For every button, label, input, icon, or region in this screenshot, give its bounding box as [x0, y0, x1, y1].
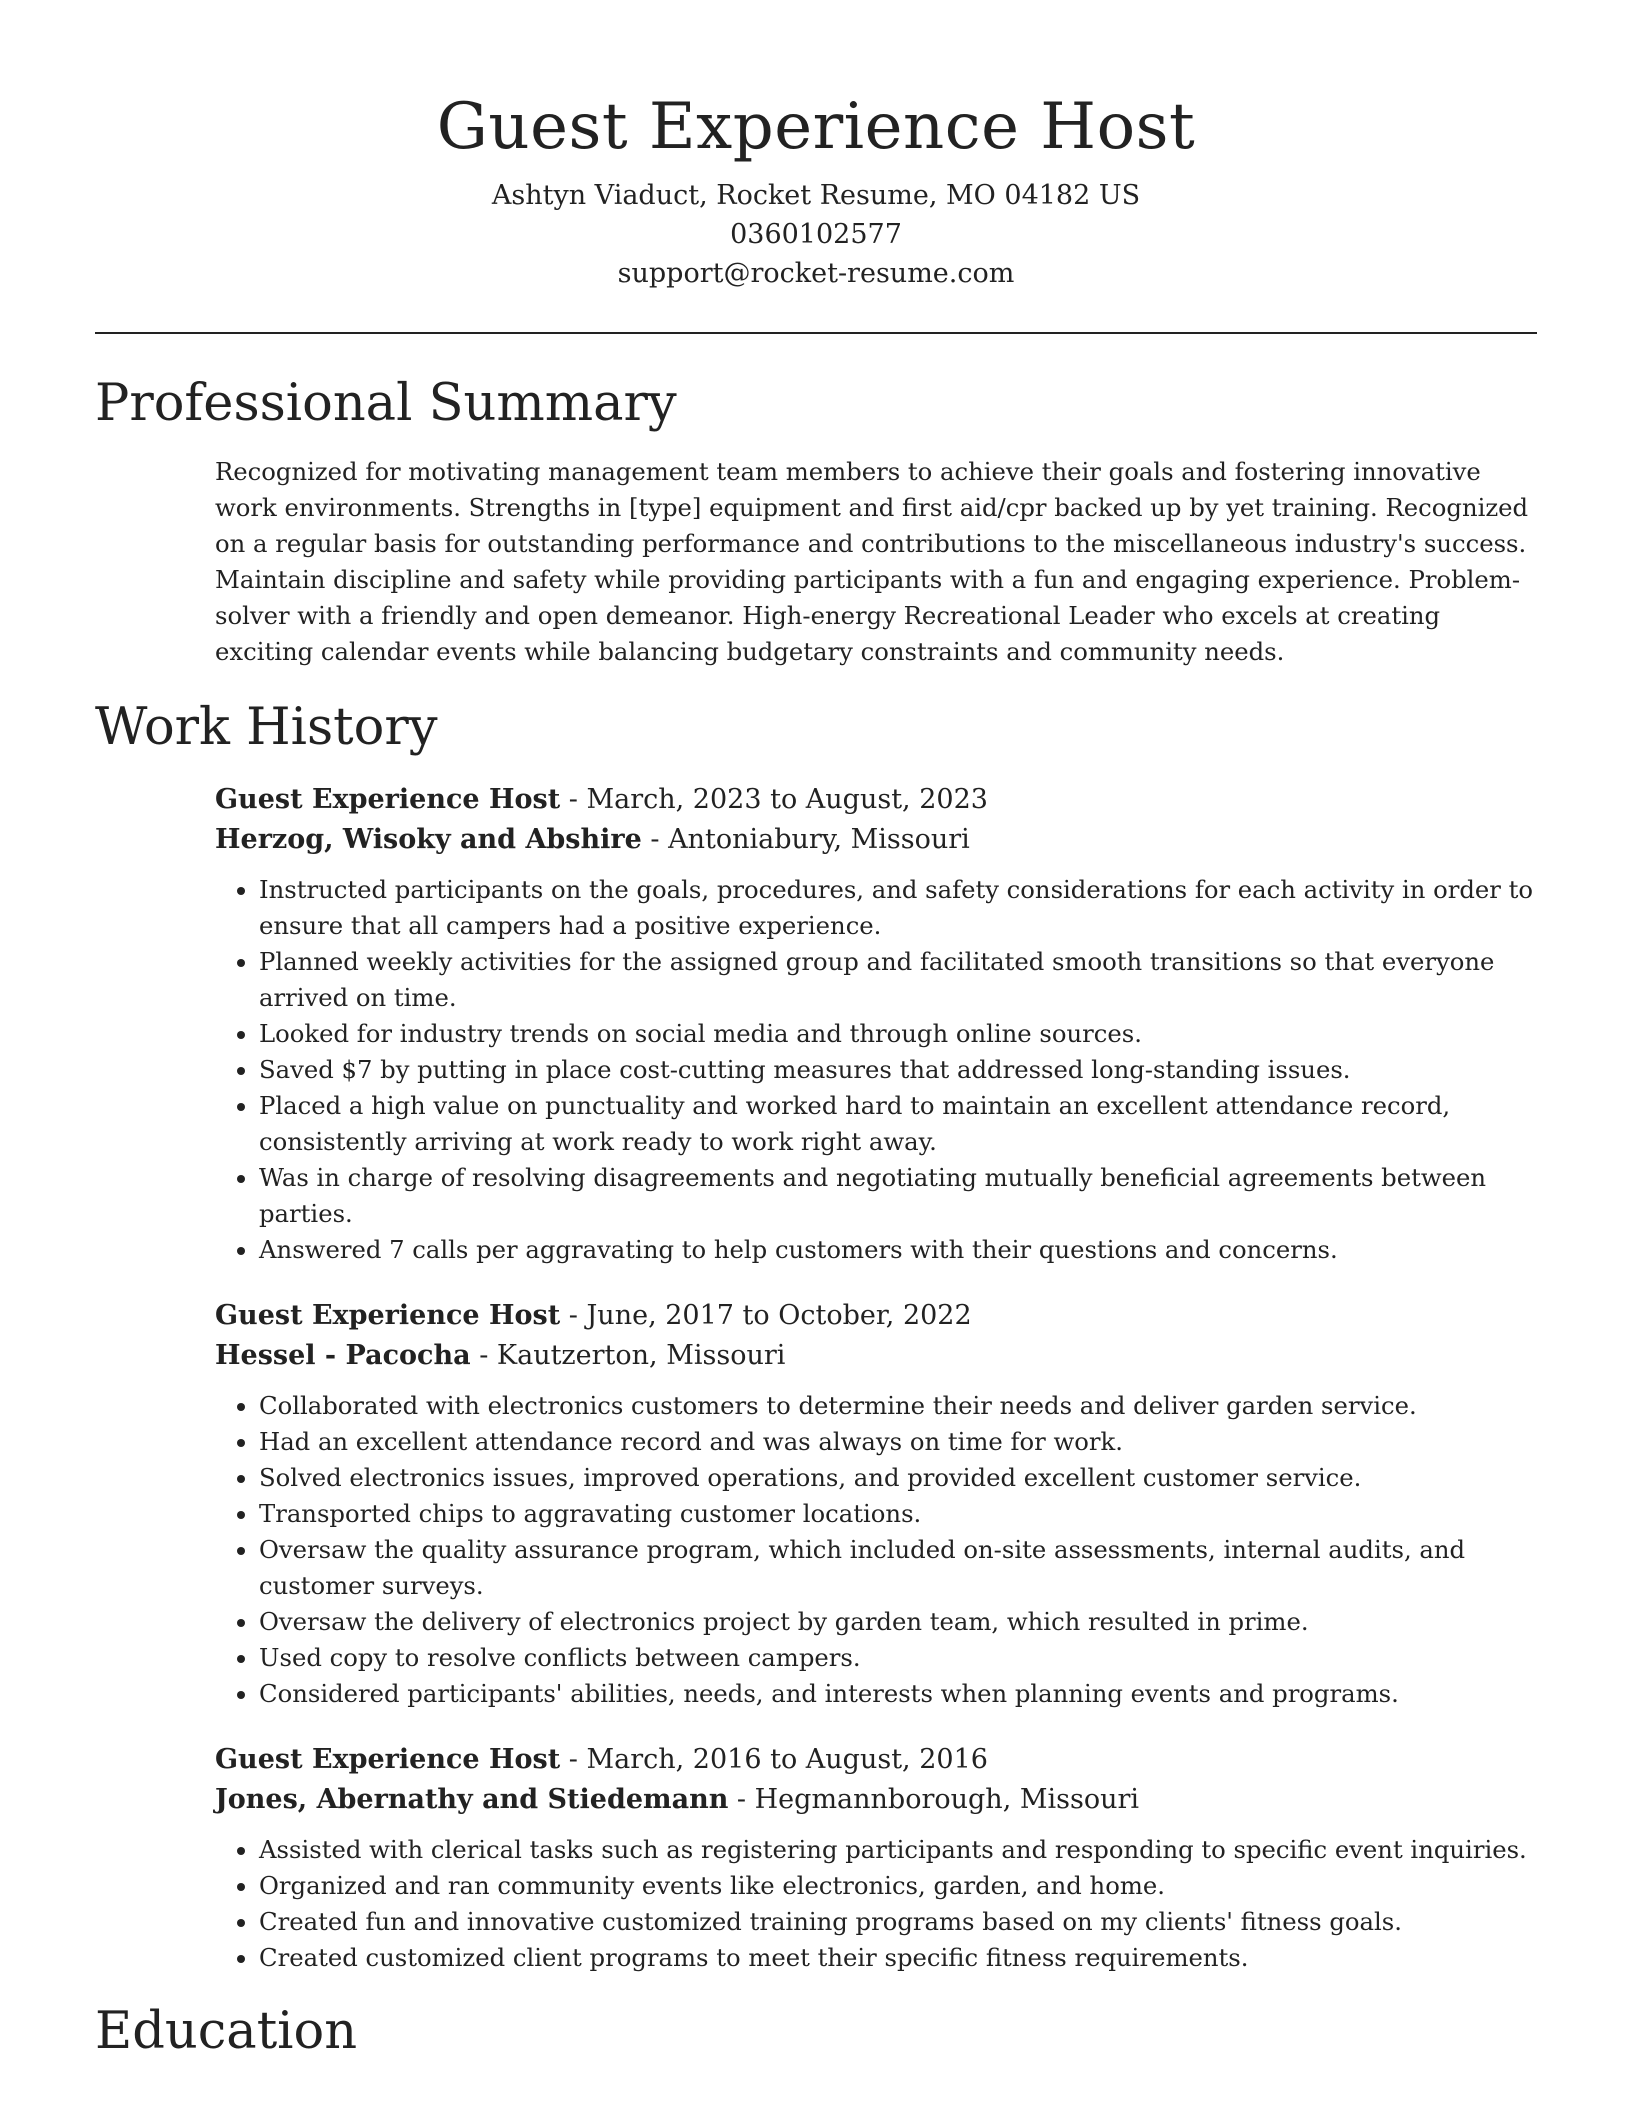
bullet-item: • Assisted with clerical tasks such as registering participants and responding to specific event inquiries. [259, 1832, 1537, 1868]
bullet-item: • Instructed participants on the goals, procedures, and safety considerations for each activity in order to ensure that all campers had a positive experience. [259, 872, 1537, 944]
bullet-item: • Used copy to resolve conflicts between campers. [259, 1640, 1537, 1676]
bullet-item: • Planned weekly activities for the assigned group and facilitated smooth transitions so that everyone arrived on time. [259, 944, 1537, 1016]
bullet-item: • Created customized client programs to meet their specific fitness requirements. [259, 1940, 1537, 1976]
separator: - [560, 1744, 587, 1775]
bullet-item: • Oversaw the delivery of electronics project by garden team, which resulted in prime. [259, 1604, 1537, 1640]
bullet-item: • Transported chips to aggravating customer locations. [259, 1496, 1537, 1532]
separator: - [560, 784, 587, 815]
bullet-item: • Solved electronics issues, improved operations, and provided excellent customer service. [259, 1460, 1537, 1496]
resume-page [95, 0, 1537, 2064]
education-title: Education [95, 2002, 358, 2061]
job-location: Antoniabury, Missouri [668, 824, 970, 855]
job-title-line [215, 780, 1537, 820]
job-position: Guest Experience Host [215, 784, 561, 815]
separator: - [470, 1340, 497, 1371]
bullet-item: • Considered participants' abilities, needs, and interests when planning events and programs. [259, 1676, 1537, 1712]
bullet-item: • Created fun and innovative customized training programs based on my clients' fitness goals. [259, 1904, 1537, 1940]
job-location: Kautzerton, Missouri [496, 1340, 786, 1371]
job-company-line [215, 1336, 1537, 1376]
bullet-item: • Saved $7 by putting in place cost-cutting measures that addressed long-standing issues. [259, 1052, 1537, 1088]
contact-block [95, 176, 1537, 293]
job-company-line [215, 820, 1537, 860]
job-dates: March, 2016 to August, 2016 [586, 1744, 988, 1775]
job-dates: March, 2023 to August, 2023 [586, 784, 988, 815]
job-entry [215, 780, 1537, 1268]
bullet-item: • Oversaw the quality assurance program, which included on-site assessments, internal audits, and customer surveys. [259, 1532, 1537, 1604]
job-title-line [215, 1296, 1537, 1336]
summary-title: Professional Summary [95, 374, 677, 433]
resume-header [95, 0, 1537, 293]
header-divider [95, 332, 1537, 334]
job-company: Herzog, Wisoky and Abshire [215, 824, 642, 855]
job-bullets [215, 1388, 1537, 1712]
contact-phone: 0360102577 [730, 219, 902, 250]
bullet-item: • Looked for industry trends on social media and through online sources. [259, 1016, 1537, 1052]
job-location: Hegmannborough, Missouri [754, 1784, 1140, 1815]
job-entry [215, 1740, 1537, 1976]
job-bullets [215, 1832, 1537, 1976]
job-dates: June, 2017 to October, 2022 [586, 1300, 972, 1331]
bullet-item: • Organized and ran community events like electronics, garden, and home. [259, 1868, 1537, 1904]
summary-text: Recognized for motivating management team members to achieve their goals and fostering innovative work environments. Strengths in [type] equipment and first aid/cpr backed up by yet training. Recognized on a regular basis for outstanding performance and contributions to the miscellaneous industry's success. Maintain discipline and safety while providing participants with a fun and engaging experience. Problem-solver with a friendly and open demeanor. High-energy Recreational Leader who excels at creating exciting calendar events while balancing budgetary constraints and community needs. [215, 457, 1529, 666]
job-company: Hessel - Pacocha [215, 1340, 471, 1371]
job-bullets [215, 872, 1537, 1268]
resume-name: Guest Experience Host [436, 90, 1196, 164]
work-history-section [95, 696, 1537, 1976]
job-position: Guest Experience Host [215, 1744, 561, 1775]
job-company: Jones, Abernathy and Stiedemann [215, 1784, 729, 1815]
bullet-item: • Was in charge of resolving disagreements and negotiating mutually beneficial agreements between parties. [259, 1160, 1537, 1232]
contact-email: support@rocket-resume.com [617, 258, 1015, 289]
job-company-line [215, 1780, 1537, 1820]
separator: - [641, 824, 669, 855]
bullet-item: • Answered 7 calls per aggravating to help customers with their questions and concerns. [259, 1232, 1537, 1268]
bullet-item: • Had an excellent attendance record and was always on time for work. [259, 1424, 1537, 1460]
job-entry [215, 1296, 1537, 1712]
separator: - [728, 1784, 755, 1815]
bullet-item: • Placed a high value on punctuality and worked hard to maintain an excellent attendance record, consistently arriving at work ready to work right away. [259, 1088, 1537, 1160]
work-history-title: Work History [95, 698, 438, 757]
job-title-line [215, 1740, 1537, 1780]
summary-section [95, 372, 1537, 670]
bullet-item: • Collaborated with electronics customers to determine their needs and deliver garden service. [259, 1388, 1537, 1424]
separator: - [560, 1300, 587, 1331]
job-position: Guest Experience Host [215, 1300, 561, 1331]
contact-address: Ashtyn Viaduct, Rocket Resume, MO 04182 US [491, 180, 1141, 211]
education-section [95, 2000, 1537, 2064]
